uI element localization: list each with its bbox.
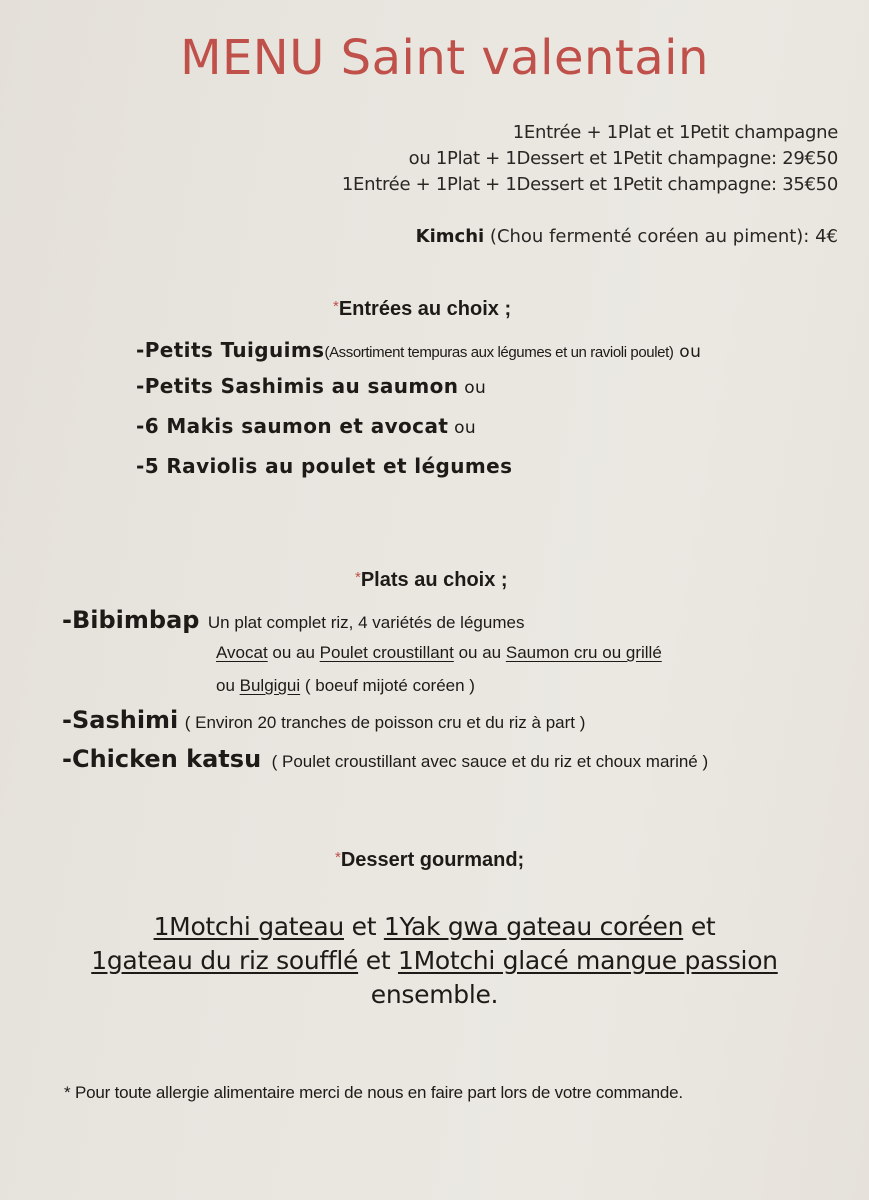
plat-description: Un plat complet riz, 4 variétés de légumes [207,613,525,632]
kimchi-name: Kimchi [415,226,485,247]
dessert-heading [335,849,524,872]
plat-sashimi [62,706,585,734]
dessert-item: 1gateau du riz soufflé [91,946,359,975]
asterisk-icon: * [355,569,361,586]
plat-name: -Chicken katsu [62,745,262,773]
bibimbap-options-line-2 [216,676,475,696]
bibimbap-options-line [216,643,662,663]
formula-line-3: 1Entrée + 1Plat + 1Dessert et 1Petit champagne: 35€50 [341,174,838,195]
separator: ou [216,676,240,695]
dessert-item: 1Motchi glacé mangue passion [397,946,778,975]
option-poulet: Poulet croustillant [319,643,454,662]
entree-suffix: ou [448,418,477,438]
dessert-line-2 [0,943,869,978]
option-note: ( boeuf mijoté coréen ) [300,676,475,695]
option-avocat: Avocat [216,643,268,662]
joiner: et [343,912,384,941]
option-bulgigui: Bulgigui [239,676,301,695]
allergy-footnote: * Pour toute allergie alimentaire merci de nous en faire part lors de votre commande. [64,1083,683,1102]
separator: ou au [453,643,506,662]
entrees-heading-text: Entrées au choix ; [338,298,512,320]
option-saumon: Saumon cru ou grillé [505,643,662,662]
entree-suffix: ou [673,342,702,362]
joiner: et [683,912,716,941]
separator: ou au [267,643,320,662]
entree-note: (Assortiment tempuras aux légumes et un ravioli poulet) [324,344,674,361]
dessert-line-1 [0,909,869,944]
entree-item [136,374,486,398]
entree-item [136,454,512,478]
joiner: et [358,946,398,975]
plat-chicken-katsu [62,745,708,773]
dessert-item: 1Yak gwa gateau coréen [383,912,684,941]
asterisk-icon: * [333,298,339,315]
plats-heading-text: Plats au choix ; [360,569,508,591]
entree-name: -Petits Sashimis au saumon [136,374,459,398]
formula-line-1: 1Entrée + 1Plat et 1Petit champagne [512,122,838,143]
dessert-heading-text: Dessert gourmand; [340,849,525,871]
entree-name: -Petits Tuiguims [136,338,325,362]
entree-name: -5 Raviolis au poulet et légumes [136,454,513,478]
plat-name: -Bibimbap [62,606,200,634]
entree-name: -6 Makis saumon et avocat [136,414,449,438]
kimchi-line [416,226,838,247]
asterisk-icon: * [335,849,341,866]
plat-description: ( Environ 20 tranches de poisson cru et du riz à part ) [184,713,586,732]
plat-description: ( Poulet croustillant avec sauce et du riz et choux mariné ) [271,752,709,771]
entree-item [136,414,476,438]
plat-bibimbap [62,606,524,634]
entree-suffix: ou [458,378,487,398]
entree-item [136,338,701,362]
menu-title: MENU Saint valentain [180,30,709,86]
plats-heading [355,569,508,592]
plat-name: -Sashimi [62,706,179,734]
dessert-item: 1Motchi gateau [153,912,344,941]
dessert-closing: ensemble. [370,980,499,1009]
entrees-heading [333,298,511,321]
formula-line-2: ou 1Plat + 1Dessert et 1Petit champagne: 29€50 [408,148,838,169]
kimchi-description: (Chou fermenté coréen au piment): 4€ [489,226,838,247]
